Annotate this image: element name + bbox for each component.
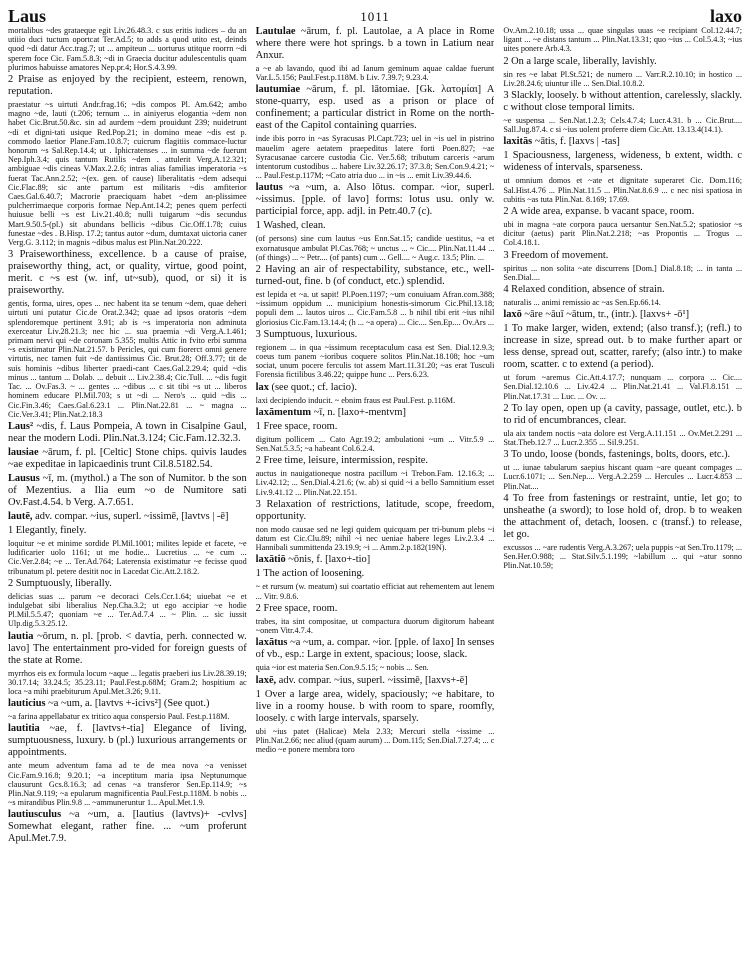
- sense-definition: 2 Praise as enjoyed by the recipient, esteem, renown, reputation.: [8, 74, 247, 98]
- citation-text: loquitur ~e et minime sordide Pl.Mil.1001; milites lepide et facete, ~e ludificarier uolo 1161; ut me hodie... Lucretius ... ~e cum ... Cic.Ver.2.84; ~e ... Ter.Ad.764; Laterensia existimatur ~e fecisse quod tribunatum pl. petere desitit noc in Lacedat Cic.Att.2.18.2.: [8, 538, 247, 576]
- entry-definition: ~ī, m. (mythol.) a The son of Numitor. b the son of Mezentius. a Ilia eum ~o de Numitore sati Ov.Fast.4.54. b Verg. A.7.651.: [8, 472, 247, 508]
- citation-text: myrrhos eis ex formula locum ~aque ... legatis praeberi ius Liv.28.39.19; 30.17.14; 33.24.5; 35.23.11; Paul.Fest.p.68M; Gram.2; hospitium ac loca ~a mihi praebiturum Apul.Met.3.26; 9.11.: [8, 668, 247, 696]
- sense-definition: 2 Having an air of respectability, substance, etc., well-turned-out, fine. b (of conduct, etc.) splendid.: [255, 264, 495, 288]
- right-running-headword: laxo: [709, 6, 742, 26]
- entry-headword: laxō: [503, 309, 522, 321]
- dictionary-entry: [8, 698, 247, 710]
- entry-headword: lax: [255, 381, 269, 393]
- entry-definition: ~ōnis, f. [laxo+-tio]: [285, 554, 371, 566]
- citation-text: ante meum adventum fama ad te de mea nova ~a venisset Cic.Fam.9.16.8; 9.20.1; ~a inceptitum maria ipsa Neptunumque clausurunt Gcs.8.16.3; ad cenas ~a transferor Sen.Ep.114.9; ~s Plin.Nat.9.119; ~a epularum magnificentia Paul.Fest.p.118M. b nobis ... ~s mirandibus Plin.9.8 ... ~ammuneruntur 1... Apul.Met.1.9.: [8, 761, 247, 808]
- entry-headword: lautus: [255, 182, 283, 194]
- entry-headword: lautiusculus: [8, 809, 62, 821]
- sense-definition: 3 Praiseworthiness, excellence. b a cause of praise, praiseworthy thing, act, or quality, virtue, good point, merit. c ~s est (w. inf, ut~sub), quod, or si) it is praiseworthy.: [8, 249, 247, 297]
- entry-headword: Laus²: [8, 420, 34, 432]
- dictionary-entry: [8, 473, 247, 509]
- citation-text: excussos ... ~are rudentis Verg.A.3.267; uela puppis ~at Sen.Tro.1179; ... Sen.Her.O.988; ... Stat.Silv.5.1.199; ~labillum ... qui ~atur sonno Plin.Nat.10.59;: [503, 542, 743, 571]
- sense-definition: 4 Relaxed condition, absence of strain.: [503, 284, 665, 296]
- left-running-headword: Laus: [8, 6, 47, 26]
- entry-definition: ~ōrum, n. pl. [prob. < davtia, perh. connected w. lavo] The entertainment pro-vided for foreign guests of the state at Rome.: [8, 630, 247, 666]
- dictionary-entry: [8, 447, 247, 471]
- dictionary-entry: [256, 407, 495, 419]
- sense-definition: 2 A wide area, expanse. b vacant space, room.: [503, 206, 695, 218]
- column-left: [8, 26, 247, 959]
- sense-definition: 2 To lay open, open up (a cavity, passage, outlet, etc.). b to rid of encumbrances, clear.: [503, 402, 743, 426]
- column-middle: [256, 26, 495, 959]
- citation-text: quia ~ior est materia Sen.Con.9.5.15; ~ nobis ... Sen.: [255, 663, 429, 673]
- sense-definition: 1 Elegantly, finely.: [8, 524, 87, 536]
- entry-headword: laxāmentum: [255, 406, 312, 418]
- sense-definition: 1 Washed, clean.: [255, 220, 326, 232]
- page-number: 1011: [360, 9, 390, 24]
- dictionary-entry: [256, 26, 495, 62]
- column-right: [503, 26, 742, 959]
- entry-definition: ~ārum, f. pl. lātomiae. [Gk. λατομίαι] A stone-quarry, esp. used as a prison or place of confinement; a particular district in Rome on the north-east of the Capitol containing quarries.: [255, 84, 495, 132]
- entry-headword: laxitās: [503, 136, 533, 148]
- sense-definition: 1 Spaciousness, largeness, wideness, b extent, width. c wideness of intervals, sparseness.: [503, 150, 743, 174]
- dictionary-entry: [256, 182, 495, 218]
- entry-headword: lautitia: [8, 723, 40, 735]
- sense-definition: 1 Free space, room.: [255, 420, 338, 432]
- citation-text: ut ... iunae tabularum saepius hiscant quam ~are queant compages ... Lucr.6.1071; ... Sen.Nep.... Verg.A.2.259 ... Hercules ... Lucr.4.853 ... Plin.Nat....: [503, 463, 743, 491]
- entry-headword: laxātiō: [255, 554, 286, 566]
- citation-text: ~e suspensa ... Sen.Nat.1.2.3; Cels.4.7.4; Lucr.4.31. b ... Cic.Brut.... Sall.Jug.87.4. c si ~ius uolent proferre diem Cic.Att. 13.13.4(14.1).: [503, 116, 743, 135]
- citation-text: naturalis ... animi remissio ac ~as Sen.Ep.66.14.: [503, 298, 661, 308]
- citation-text: mortalibus ~des grataeque egit Liv.26.48.3. c sus eritis iudices – du an utiiio duci tuctum oportcat Ter.Ad.5; to adds a quod utito est, deinds quod ~di datur Acc.trag.7; ut ... ampiteun ... uorturus utitque roorrn ~di sperem foce Cic. Fam.5.8.3; ~di in Graecia ducitur adulescentulis quam plurimos habuisse amatores Nep.pr.4; Hor.S.4.3.99.: [8, 26, 247, 72]
- entry-definition: adv. compar. ~ius, superl. ~issimē, [lavtvs | -ē]: [32, 510, 229, 522]
- entry-definition: ~a ~um, a. Also lōtus. compar. ~ior, superl. ~issimus. [pple. of lavo] forms: lotus usu. only w. participial force, app. adjl. in Petr.40.7 (c).: [255, 182, 495, 218]
- dictionary-entry: [8, 723, 247, 759]
- entry-headword: lautia: [8, 630, 34, 642]
- dictionary-entry: [256, 637, 495, 661]
- sense-definition: 3 Slackly, loosely. b without attention, carelessly, slackly. c without close temporal limits.: [503, 90, 743, 114]
- entry-definition: ~a ~um, a. [lautius (lavtvs)+ -cvlvs] Somewhat elegant, rather fine. ... ~um proferunt Apul.Met.7.9.: [8, 809, 247, 845]
- citation-text: ut omnium domos et ~ate et dignitate superaret Cic. Dom.116; Sal.Hist.4.76 ... Plin.Nat.11.5 ... Plin.Nat.8.6.9 ... c nec nisi spatiosa in cubitis ~as tuta Plin.Nat. 8.169; 17.69.: [503, 176, 743, 204]
- entry-definition: ~a ~um, a. compar. ~ior. [pple. of laxo] In senses of vb., esp.: Large in extent, spacious; loose, slack.: [255, 637, 495, 661]
- citation-text: laxi decipiendo inducit. ~ ebnim fraus est Paul.Fest. p.116M.: [255, 395, 456, 405]
- entry-definition: ~ī, n. [laxo+-mentvm]: [311, 406, 406, 418]
- dictionary-entry: [8, 809, 247, 845]
- sense-definition: 2 Free space, room.: [255, 602, 338, 614]
- citation-text: inde ibis porro in ~as Syracusas Pl.Capt.723; uel in ~is uel in pistrino mauelim agere aetatem praepeditus latere forti Poen.827; ~ae Syracusanae carcere custodia Cic. Ver.5.68; tributum carceris ~arum intentorum custodibus ... habere Liv.32.26.17; 37.3.8; Sen.Con.9.4.21; ~ ... Paul.Fest.p.117M; ~Cato atria duo ... in ~is ... emit Liv.39.44.6.: [255, 134, 495, 181]
- entry-headword: laxē,: [255, 674, 277, 686]
- entry-headword: lauticius: [8, 698, 46, 710]
- sense-definition: 4 To free from fastenings or restraint, untie, let go; to unsheathe (a sword); to lose hold of, drop. b to weaken the attachment of, detach, loosen. c (transf.) to release, let go.: [503, 492, 743, 540]
- sense-definition: 2 Free time, leisure, intermission, respite.: [255, 455, 428, 467]
- entry-headword: Lausus: [8, 472, 40, 484]
- dictionary-entry: [256, 382, 495, 394]
- citation-text: (of persons) sine cum lautus ~us Enn.Sat.15; candide uestitus, ~a et exornatusque ambulat Pl.Cas.768; ~ unctus ... ~ Cic.... Plin.Nat.11.44 ... (of things) ... ~ Petr.... (of pants) cum ... Gell.... ~ Aug.c. 13.5; Plin. ...: [255, 234, 495, 262]
- sense-definition: 1 Over a large area, widely, spaciously; ~e habitare, to live in a roomy house. b with room to spare, roomfly, loosely. c with large intervals, sparsely.: [255, 688, 495, 724]
- dictionary-entry: [256, 675, 495, 687]
- entry-headword: lautumiae: [255, 84, 301, 96]
- entry-definition: ~a ~um, a. [lavtvs +-icivs²] (See quot.): [45, 698, 210, 710]
- columns: [8, 26, 742, 959]
- citation-text: Ov.Am.2.10.18; ussa ... quae singulas uuas ~e recipiant Col.12.44.7; ligant ... ~e distans tantum ... Plin.Nat.13.31; quo ~ius ... Col.5.4.3; ~ius uites ponere Arb.4.3.: [503, 26, 743, 54]
- sense-definition: 1 The action of loosening.: [255, 568, 365, 580]
- dictionary-entry: [503, 309, 742, 321]
- citation-text: a ~e ab lavando, quod ibi ad Ianum geminum aquae caldae fuerunt Var.L.5.156; Paul.Fest.p.118M. b Liv. 7.39.7; 9.23.4.: [255, 64, 495, 83]
- citation-text: ~ et rursum (w. meatum) sui coartatio efficiat aut rehementem aut lenem ... Vitr. 9.8.6.: [255, 582, 495, 601]
- citation-text: spiritus ... non solita ~ate discurrens [Dom.] Dial.8.18; ... in tanta ... Sen.Dial....: [503, 263, 743, 282]
- citation-text: trabes, ita sint compositae, ut compactura duorum digitorum habeant ~onem Vitr.4.7.4.: [255, 616, 495, 636]
- entry-headword: Lautulae: [255, 26, 296, 37]
- entry-definition: ~ātis, f. [laxvs | -tas]: [532, 136, 620, 148]
- entry-definition: ~ārum, f. pl. Lautolae, a A place in Rome where there were hot springs. b a town in Latium near Anxur.: [255, 26, 495, 61]
- citation-text: gentis, forma, uires, opes ... nec habent ita se tenum ~dem, quae deheri uirtuti uni putatur Cic.de Orat.2.342; quae ad ipsos oratoris ~dem splendoremque pertinent 3.91; ab is ~s imperatoria non adminuta exerceatur Liv.28.21.3; nec hic ... sua praemia ~di Verg.A.1.461; primam nervi qui ~de coronam 5.355; multis Attic in fvito erbi summa ~s existimatur Plin.Nat.21.57. b Pericles, qui cum fiorerct omni genere virtutis, nec tamen fuit ~de dantissimus Cic. Brut.28; Off.3.77; tit de suis hominis ~dibus liberter praedi-cant Caes.Gal.2.29.4; quid ~dis minus ... tantum ... Dolab. ... debuit ... Liv.2.38.4; Cic.Tull. ... ~dis fugit Tac. ... Ov.Fas.3. ~ ... gentes ... ~dibus ... c sit tibi ~s ut ... liberos hominem educare Pl.Mil.703; s ut ~di ... Nero's ... quid ~dis ... Cic.Fin.3.46; Caes.Gal.6.23.1 ... Plin.Nat.22.81 ... ~ magna ... Cic.Ver.3.41; Plin.Nat.2.18.3: [8, 299, 247, 419]
- sense-definition: 3 To undo, loose (bonds, fastenings, bolts, doors, etc.).: [503, 449, 731, 461]
- citation-text: ubi ~ius patet (Halicae) Mela 2.33; Mercuri stella ~issime ... Plin.Nat.2.66; nec aliud (quam aurum) ... Dom.115; Sen.Dial.7.27.4; ... c medio ~e ponere membra toro: [255, 726, 495, 754]
- entry-definition: ~ae, f. [lavtvs+-tia] Elegance of living, sumptuousness, luxury. b (pl.) luxurious arrangements or appointments.: [8, 723, 247, 759]
- citation-text: digitum pollicem ... Cato Agr.19.2; ambulationi ~um ... Vitr.5.9 ... Sen.Nat.5.3.5; ~a habeant Col.6.2.4.: [255, 434, 495, 454]
- citation-text: ut forum ~aremus Cic.Att.4.17.7; nunquam ... corpora ... Cic.... Sen.Dial.12.10.6 ... Liv.42.4 ... Plin.Nat.21.41 ... Val.Fl.8.151 ... Plin.Nat.17.31 ... Luc. ... Ov. ...: [503, 373, 743, 401]
- citation-text: auctus in nauigationeque nostra pacillum ~i Trebon.Fam. 12.16.3; ... Liv.42.12; ... Sen.Dial.4.21.6; (w. ab) si quid ~i a bello Samnitium esset Liv.9.41.12 ... Plin.Nat.22.151.: [255, 469, 495, 497]
- citation-text: ~a farina appellabatur ex tritico aqua conspersio Paul. Fest.p.118M.: [8, 712, 230, 722]
- entry-definition: ~ārum, f. pl. [Celtic] Stone chips. quivis laudes ~ae expeditae in lapicaedinis trunt Cil.8.5182.54.: [8, 446, 247, 470]
- dictionary-entry: [503, 136, 742, 148]
- citation-text: praestatur ~s uirtuti Andr.frag.16; ~dis compos Pl. Am.642; ambo magno ~de, lauti (t.206; ternum ... in ainiyerus elogantia ~dem non habet Cic.Brut.50.&c. sin ad aurdem ~dem prouidunt 239; nuidetrunt ~di et digni-tati usique Red.Pop.21; in domino meae ~dis est p. commodo laetior Plane.Fam.10.8.7; cuicrum flagitiis commace-luctur honorum ~s Sal.Rep.14.4; ut . Iphicratenses ... in summa ~de fuerunt Nep.Iph.3.4; quis tantum Rutilis ~dem . attulerit Verg.A.12.321; ambiguae ~dis cineas V.Max.2.2.6; intras alias familias imperatoria ~s fuerat Tac.Ann.2.52; ~(ex. gen. of cause) liberalitatis ~dem adsequi Cic.Flac.89; sic ante partum est militaris ~dis amfiterior Caes.Gal.6.40.7; Macrorie praeciquam habet ~dem an-plissimee pulcherrimaeque corporis formae Nep.Ant.14.2; penes quem perfecti huiusue belli ~s est Liv.21.40.8; nulli tuigarum ~dis secundus Mart.9.50.5-(pl.) sit abundans bellicis ~dibus Cic.Off.1.78; cuius funestae ~des . B.Hisp. 17.2; tantus autor ~dum, dumtaxat uictoria caner Verg.G. 3.112; in magnis ~dibus malus est Plin.Nat.20.222.: [8, 100, 247, 248]
- citation-text: ubi in magna ~ate corpora pauca uersantur Sen.Nat.5.2; spatiosior ~s dicitur (aetus) parit Plin.Nat.2.218; ~as Propontis ... Trogus ... Col.4.18.1.: [503, 220, 743, 248]
- sense-definition: 2 On a large scale, liberally, lavishly.: [503, 55, 657, 67]
- citation-text: ula aix tandem noctis ~ata dolore est Verg.A.11.151 ... Ov.Met.2.291 ... Stat.Theb.12.7 ... Lucr.2.355 ... Sil.9.251.: [503, 428, 743, 448]
- sense-definition: 2 Sumptuously, liberally.: [8, 577, 112, 589]
- entry-definition: (see quot.; cf. lacio).: [268, 381, 357, 393]
- entry-headword: laxātus: [255, 637, 288, 649]
- entry-definition: ~dis, f. Laus Pompeia, A town in Cisalpine Gaul, near the modern Lodi. Plin.Nat.3.124; Cic.Fam.12.32.3.: [8, 420, 247, 444]
- dictionary-entry: [8, 511, 247, 523]
- sense-definition: 3 Freedom of movement.: [503, 249, 609, 261]
- citation-text: sin res ~e labat Pl.St.521; de numero ... Varr.R.2.10.10; in hostico ... Liv.28.24.6; uiuntur ille ... Sen.Dial.10.8.2.: [503, 69, 743, 88]
- citation-text: est lepida et ~a. ut sapit! Pl.Poen.1197; ~um conuiuam Afran.com.388; ~issimum oppidum ... municipium honestis-simorum Cic.Phil.13.18; populi dem ... lautos uiros ... Cic.Fam.5.8 ... b nihil tibi erit ~ius nihil gloriosius Cic.Fam.13.14.4; (h ... ~a opera) ... Cic.... Sen.Ep.... Ov.Ars ...: [255, 290, 495, 327]
- dictionary-entry: [8, 421, 247, 445]
- entry-headword: lautē,: [8, 510, 33, 522]
- sense-definition: 3 Relaxation of restrictions, latitude, scope, freedom, opportunity.: [255, 498, 495, 522]
- dictionary-entry: [256, 554, 495, 566]
- dictionary-entry: [256, 84, 495, 132]
- entry-definition: adv. compar. ~ius, superl. ~issimē, [laxvs+-ē]: [276, 674, 468, 686]
- citation-text: regionem ... in qua ~issimum receptaculum casa est Sen. Dial.12.9.3; coeus tum panem ~ioribus coquere solitos Plin.Nat.18.108; hoc ~um sociat, unum pocere ferculis tot assem Mart.11.31.20; ~as erat Tusculi Forensia fictilibus 3.46.22; quippe hunc ... Pers.6.23.: [255, 342, 495, 380]
- citation-text: non modo causae sed ne legi quidem quicquam per tri-bunum plebs ~i datum est Cic.Clu.89; nihil ~i nec ueniae habere leges Liv.2.3.4 ... Hannibali summittenda 23.19.9; ~i ... Amm.2.p.182(19N).: [255, 524, 495, 553]
- sense-definition: 3 Sumptuous, luxurious.: [255, 328, 358, 340]
- entry-headword: lausiae: [8, 446, 39, 458]
- page-header: [8, 6, 742, 26]
- dictionary-entry: [8, 631, 247, 667]
- entry-definition: ~āre ~āuī ~ātum, tr., (intr.). [laxvs+ -ō¹]: [521, 309, 690, 321]
- citation-text: delicias suas ... parum ~e decoraci Cels.Ccr.1.64; uiuebat ~e et indulgebat sibi liberalius Nep.Cha.3.2; ut ego accipiar ~e hodie Pl.Mil.5.5.47; quoniam ~e ... Ter.Ad.7.4 ... ~ Plin. ... sic iussit Ulp.dig.5.3.25.12.: [8, 591, 247, 629]
- sense-definition: 1 To make larger, widen, extend; (also transf.); (refl.) to increase in size, spread out. b to make further apart or less dense, spread out, scatter, rarefy; (also intr.) to make room, scatter. c to extend (a period).: [503, 323, 743, 371]
